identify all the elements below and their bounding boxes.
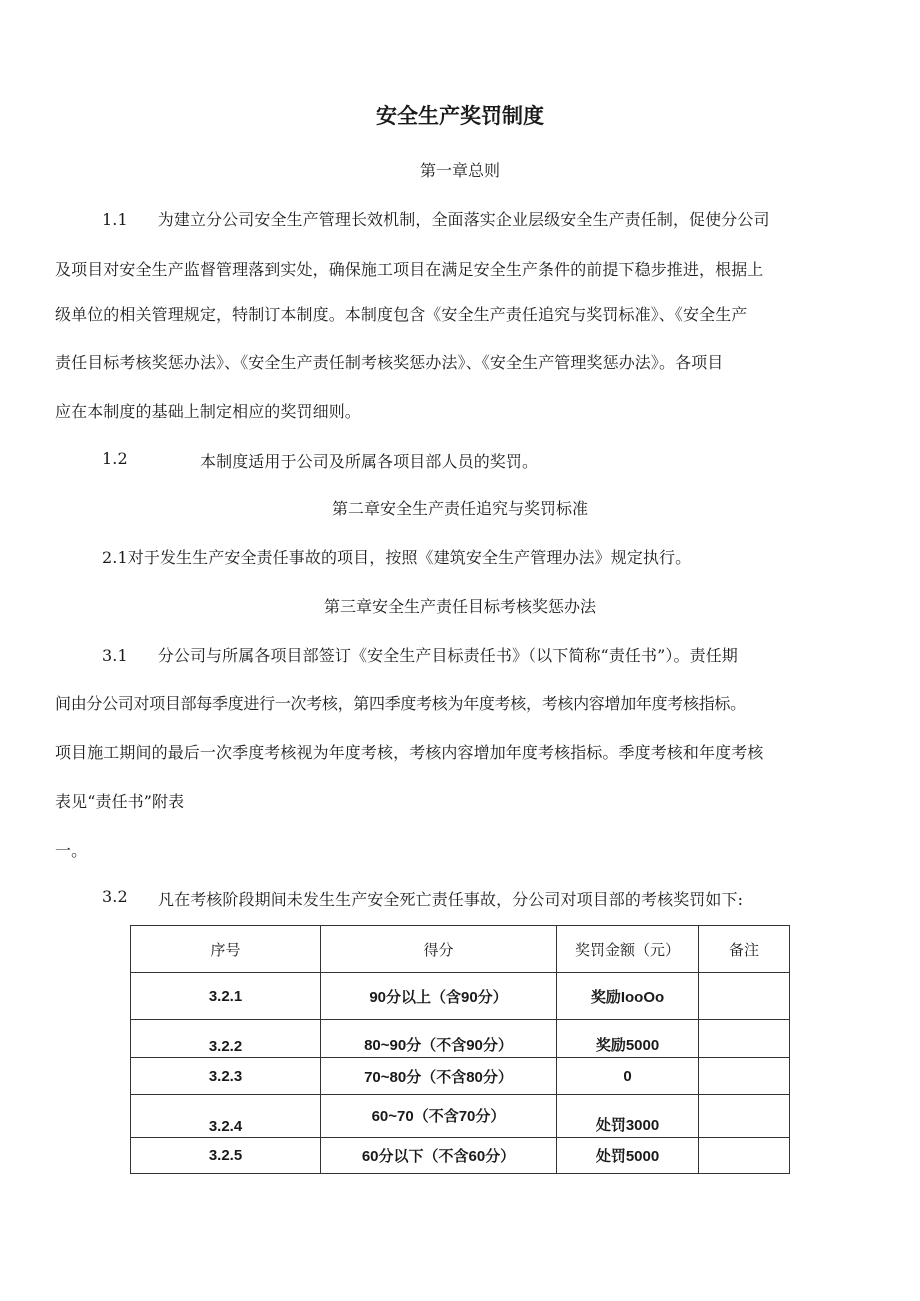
chapter-2-heading: 第二章安全生产责任追究与奖罚标准 <box>331 499 588 518</box>
section-3-2-number: 3.2 <box>102 887 128 906</box>
table-header-row <box>131 926 790 973</box>
table-row <box>131 1138 790 1174</box>
table-row <box>131 1095 790 1138</box>
reward-penalty-table <box>130 925 790 1174</box>
table-cell-score: 80~90分（不含90分） <box>364 1037 513 1054</box>
table-cell-note <box>699 1095 790 1138</box>
section-1-2-text: 本制度适用于公司及所属各项目部人员的奖罚。 <box>200 452 539 471</box>
table-cell-score: 70~80分（不含80分） <box>321 1058 557 1095</box>
table-cell-score: 90分以上（含90分） <box>321 973 557 1020</box>
section-3-1-line: 项目施工期间的最后一次季度考核视为年度考核，考核内容增加年度考核指标。季度考核和年度考核 <box>55 743 764 762</box>
section-3-2-text: 凡在考核阶段期间未发生生产安全死亡责任事故，分公司对项目部的考核奖罚如下: <box>158 890 744 909</box>
section-1-1-number: 1.1 <box>102 210 128 229</box>
section-1-2-number: 1.2 <box>102 449 128 468</box>
section-3-1-line: 分公司与所属各项目部签订《安全生产目标责任书》（以下简称“责任书”）。责任期 <box>157 646 738 665</box>
section-1-1-line: 责任目标考核奖惩办法》、《安全生产责任制考核奖惩办法》、《安全生产管理奖惩办法》。各项目 <box>55 353 724 372</box>
table-cell-no: 3.2.1 <box>131 973 321 1020</box>
table-cell-amount: 处罚5000 <box>557 1138 699 1174</box>
table-header-cell: 备注 <box>699 926 790 973</box>
table-cell-amount: 奖励5000 <box>595 1037 660 1054</box>
table-cell-no: 3.2.2 <box>208 1038 243 1055</box>
table-cell-note <box>699 1138 790 1174</box>
section-1-1-line: 级单位的相关管理规定，特制订本制度。本制度包含《安全生产责任追究与奖罚标准》、《安全生产 <box>55 305 748 324</box>
section-1-1-line: 为建立分公司安全生产管理长效机制，全面落实企业层级安全生产责任制，促使分公司 <box>157 210 770 229</box>
document-title: 安全生产奖罚制度 <box>376 104 544 128</box>
table-cell-no: 3.2.3 <box>131 1058 321 1095</box>
table-cell-amount: 处罚3000 <box>595 1117 660 1134</box>
section-3-1-line: 一。 <box>55 841 88 860</box>
table-cell-no: 3.2.4 <box>208 1118 243 1135</box>
table-cell-no: 3.2.5 <box>131 1138 321 1174</box>
table-cell-amount: 0 <box>557 1058 699 1095</box>
chapter-3-heading: 第三章安全生产责任目标考核奖惩办法 <box>323 597 596 616</box>
table-cell-score: 60~70（不含70分） <box>371 1107 506 1125</box>
section-1-1-first-line <box>102 207 770 230</box>
table-row <box>131 1058 790 1095</box>
table-row <box>131 973 790 1020</box>
table-header-cell: 得分 <box>321 926 557 973</box>
table-cell-note <box>699 1058 790 1095</box>
table-row <box>131 1020 790 1058</box>
section-3-1-line: 间由分公司对项目部每季度进行一次考核，第四季度考核为年度考核，考核内容增加年度考核指标。 <box>55 694 746 713</box>
table-cell-score: 60分以下（不含60分） <box>321 1138 557 1174</box>
table-header-cell: 奖罚金额（元） <box>557 926 699 973</box>
section-3-1-first-line <box>102 643 738 666</box>
table-cell-note <box>699 1020 790 1058</box>
table-cell-amount: 奖励IooOo <box>557 973 699 1020</box>
section-1-1-line: 应在本制度的基础上制定相应的奖罚细则。 <box>55 402 361 421</box>
section-2-1-text: 2.1对于发生生产安全责任事故的项目，按照《建筑安全生产管理办法》规定执行。 <box>102 548 692 567</box>
section-3-1-number: 3.1 <box>102 646 128 665</box>
section-3-1-line: 表见“责任书”附表 <box>55 792 185 811</box>
chapter-1-heading: 第一章总则 <box>419 161 500 180</box>
table-header-cell: 序号 <box>131 926 321 973</box>
section-1-1-line: 及项目对安全生产监督管理落到实处，确保施工项目在满足安全生产条件的前提下稳步推进，根据上 <box>55 260 764 279</box>
table-cell-note <box>699 973 790 1020</box>
